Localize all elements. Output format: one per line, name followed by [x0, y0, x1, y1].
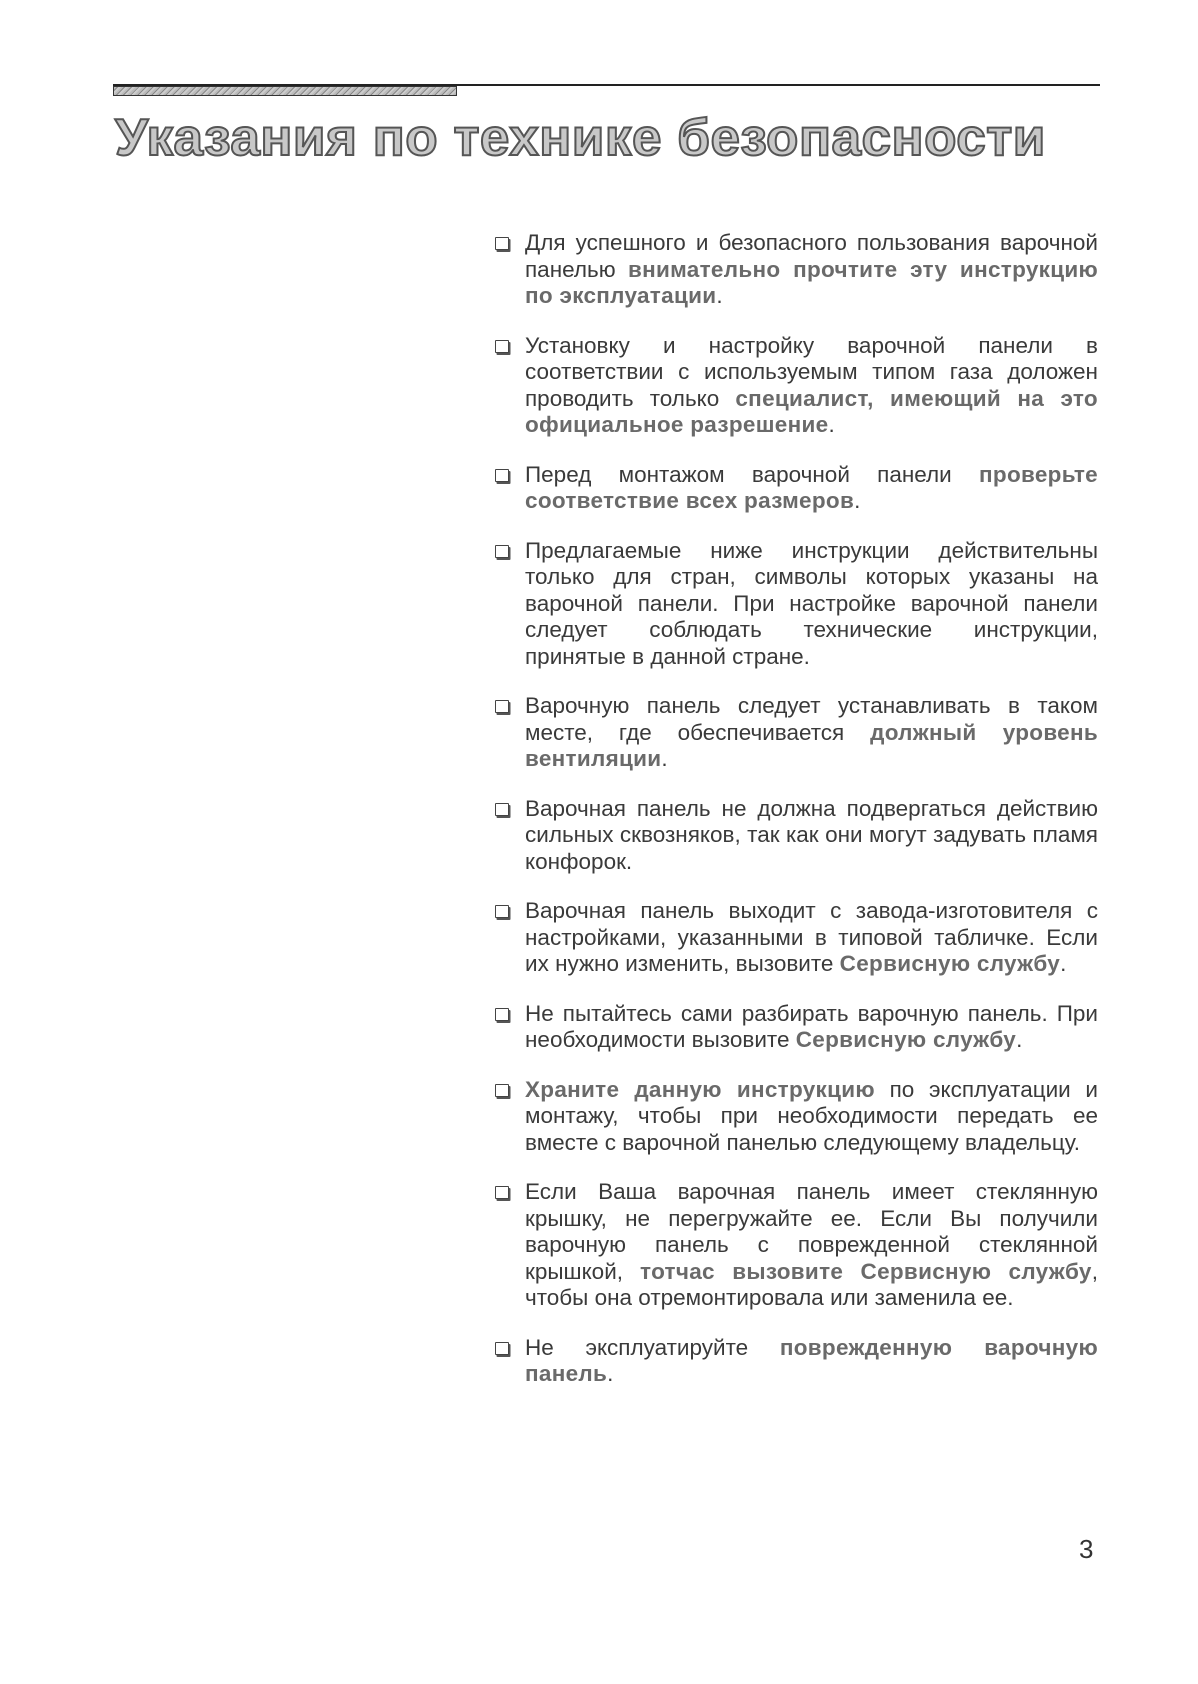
- item-text: по эксплуатации и монтажу, чтобы при необходимости передать ее вместе с варочной панелью следующему владельцу.: [525, 1076, 1099, 1155]
- item-text: .: [828, 412, 835, 437]
- safety-instructions-list: [493, 230, 1098, 1411]
- checkbox-bullet-icon: [495, 545, 509, 558]
- item-text: Если Ваша варочная панель имеет стеклянную крышку, не перегружайте ее. Если Вы получили варочную панель с поврежденной стеклянной крышкой,: [525, 1179, 1098, 1284]
- item-text: Для успешного и безопасного пользования варочной панелью: [525, 230, 1098, 282]
- item-text: Варочная панель выходит с завода-изготовителя с настройками, указанными в типовой табличке. Если их нужно изменить, вызовите: [525, 898, 1098, 976]
- header-rule-bar: [113, 86, 457, 96]
- list-item: [493, 462, 1098, 515]
- list-item: [493, 1335, 1098, 1388]
- checkbox-bullet-icon: [495, 1008, 509, 1021]
- list-item: [493, 538, 1098, 671]
- checkbox-bullet-icon: [495, 1342, 509, 1355]
- list-item: [493, 230, 1098, 310]
- checkbox-bullet-icon: [495, 1084, 509, 1097]
- item-text: .: [716, 283, 723, 308]
- checkbox-bullet-icon: [495, 905, 509, 918]
- emphasized-text: проверьте соответствие всех размеров: [525, 461, 1098, 513]
- checkbox-bullet-icon: [495, 1186, 509, 1199]
- emphasized-text: тотчас вызовите Сервисную службу: [640, 1258, 1092, 1284]
- emphasized-text: Сервисную службу: [795, 1027, 1017, 1052]
- emphasized-text: должный уровень вентиляции: [525, 719, 1098, 771]
- list-item: [493, 898, 1098, 978]
- item-text: Предлагаемые ниже инструкции действительны только для стран, символы которых указаны на варочной панели. При настройке варочной панели следует соблюдать технические инструкции, принятые в данной стране.: [525, 537, 1098, 669]
- emphasized-text: Храните данную инструкцию: [525, 1076, 875, 1102]
- emphasized-text: поврежденную варочную панель: [525, 1334, 1098, 1386]
- checkbox-bullet-icon: [495, 700, 509, 713]
- checkbox-bullet-icon: [495, 340, 509, 353]
- list-item: [493, 1179, 1098, 1312]
- item-text: Установку и настройку варочной панели в соответствии с используемым типом газа доложен проводить только: [525, 332, 1098, 411]
- item-text: Не эксплуатируйте: [525, 1334, 780, 1360]
- checkbox-bullet-icon: [495, 237, 509, 250]
- item-text: Перед монтажом варочной панели: [525, 461, 980, 487]
- checkbox-bullet-icon: [495, 469, 509, 482]
- item-text: .: [1016, 1027, 1023, 1052]
- list-item: [493, 333, 1098, 439]
- item-text: Варочную панель следует устанавливать в таком месте, где обеспечивается: [525, 693, 1098, 745]
- item-text: Не пытайтесь сами разбирать варочную панель. При необходимости вызовите: [525, 1000, 1098, 1052]
- item-text: .: [607, 1361, 614, 1386]
- item-text: .: [854, 488, 861, 513]
- item-text: .: [1060, 951, 1067, 976]
- item-text: , чтобы она отремонтировала или заменила ее.: [525, 1258, 1098, 1310]
- page-number: 3: [1079, 1534, 1094, 1564]
- emphasized-text: Сервисную службу: [839, 951, 1061, 976]
- list-item: [493, 693, 1098, 773]
- emphasized-text: внимательно прочтите эту инструкцию по эксплуатации: [525, 256, 1098, 308]
- list-item: [493, 1077, 1098, 1157]
- list-item: [493, 1001, 1098, 1054]
- emphasized-text: специалист, имеющий на это официальное разрешение: [525, 385, 1098, 437]
- list-item: [493, 796, 1098, 876]
- item-text: .: [661, 746, 668, 771]
- checkbox-bullet-icon: [495, 803, 509, 816]
- item-text: Варочная панель не должна подвергаться действию сильных сквозняков, так как они могут задувать пламя конфорок.: [525, 795, 1098, 874]
- page-title: Указания по технике безопасности: [115, 109, 1046, 167]
